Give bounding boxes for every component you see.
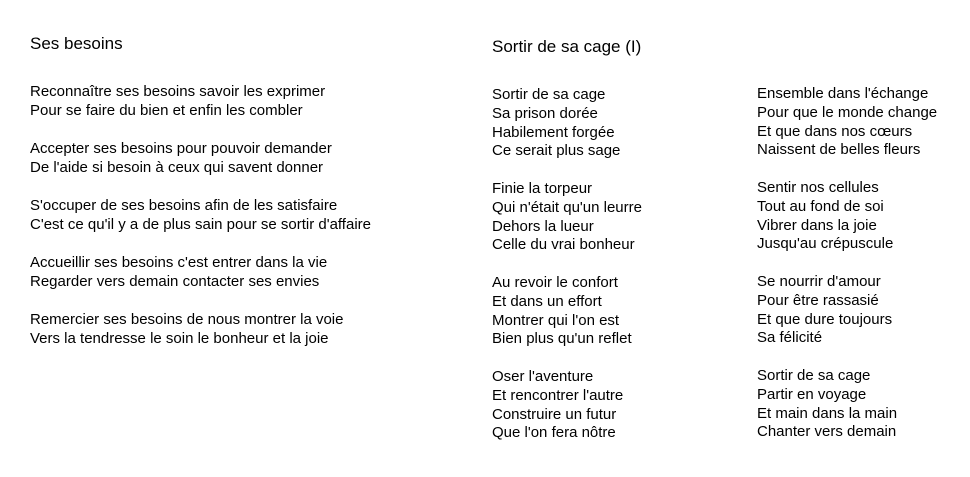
stanza [30,253,371,291]
verse-line: Sortir de sa cage [492,86,606,103]
stanza [492,86,642,161]
stanza [492,368,642,443]
poem-ses-besoins [30,82,371,367]
verse-line: Chanter vers demain [757,423,897,441]
stanza [492,180,642,255]
stanza [30,82,371,120]
poem-title-sortir-de-sa-cage: Sortir de sa cage (I) [492,37,642,56]
verse-line: Sentir nos cellules [757,178,879,196]
verse-line: Et dans un effort [492,292,602,310]
verse-line: Habilement forgée [492,123,615,141]
verse-line: Finie la torpeur [492,179,593,197]
verse-line: Partir en voyage [757,385,867,403]
verse-line: Ensemble dans l'échange [757,85,929,102]
verse-line: Vers la tendresse le soin le bonheur et la joie [30,330,329,347]
verse-line: De l'aide si besoin à ceux qui savent donner [30,159,324,176]
verse-line: Accueillir ses besoins c'est entrer dans la vie [30,254,328,271]
verse-line: Reconnaître ses besoins savoir les exprimer [30,83,326,100]
verse-line: Et que dure toujours [757,310,893,328]
stanza [757,179,937,254]
stanza [757,273,937,348]
poem-sortir-column-1 [492,86,642,462]
verse-line: Jusqu'au crépuscule [757,235,894,253]
verse-line: C'est ce qu'il y a de plus sain pour se sortir d'affaire [30,216,371,233]
verse-line: Que l'on fera nôtre [492,424,616,442]
poem-sortir-column-2 [757,85,937,461]
stanza [30,139,371,177]
verse-line: Pour se faire du bien et enfin les combler [30,102,303,119]
verse-line: Celle du vrai bonheur [492,236,635,254]
verse-line: Sa prison dorée [492,104,598,122]
verse-line: Pour être rassasié [757,291,879,309]
verse-line: Construire un futur [492,405,617,423]
verse-line: Pour que le monde change [757,103,938,121]
verse-line: Sortir de sa cage [757,366,871,384]
verse-line: Oser l'aventure [492,367,594,385]
verse-line: Vibrer dans la joie [757,216,877,234]
poem-title-ses-besoins: Ses besoins [30,34,123,53]
verse-line: Qui n'était qu'un leurre [492,198,642,216]
verse-line: Sa félicité [757,329,823,347]
verse-line: Se nourrir d'amour [757,272,881,290]
verse-line: Et main dans la main [757,404,898,422]
stanza [757,85,937,160]
verse-line: S'occuper de ses besoins afin de les satisfaire [30,197,338,214]
verse-line: Bien plus qu'un reflet [492,330,632,348]
verse-line: Naissent de belles fleurs [757,141,921,159]
verse-line: Et rencontrer l'autre [492,386,624,404]
stanza [757,367,937,442]
stanza [30,310,371,348]
verse-line: Tout au fond de soi [757,197,884,215]
verse-line: Ce serait plus sage [492,142,621,160]
stanza [492,274,642,349]
verse-line: Au revoir le confort [492,273,618,291]
verse-line: Accepter ses besoins pour pouvoir demander [30,140,332,157]
verse-line: Montrer qui l'on est [492,311,620,329]
verse-line: Dehors la lueur [492,217,594,235]
stanza [30,196,371,234]
verse-line: Et que dans nos cœurs [757,122,913,140]
verse-line: Remercier ses besoins de nous montrer la voie [30,311,344,328]
verse-line: Regarder vers demain contacter ses envies [30,273,320,290]
